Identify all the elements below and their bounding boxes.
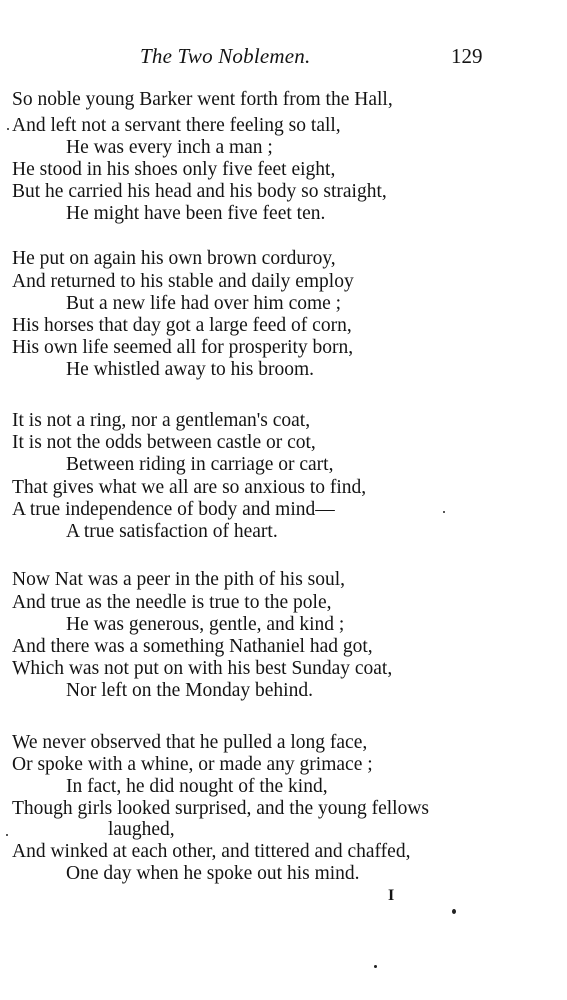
signature-mark: I: [388, 887, 395, 904]
poem-line: He might have been five feet ten.: [66, 203, 326, 224]
poem-line: Between riding in carriage or cart,: [66, 454, 334, 475]
poem-line: Or spoke with a whine, or made any grimace ;: [12, 754, 373, 775]
poem-line: Though girls looked surprised, and the young fellows: [12, 798, 430, 819]
poem-line: But he carried his head and his body so straight,: [12, 181, 387, 202]
ink-speck: [452, 909, 456, 914]
poem-line: It is not the odds between castle or cot,: [12, 432, 316, 453]
poem-line: And left not a servant there feeling so tall,: [12, 115, 341, 136]
poem-line: He stood in his shoes only five feet eight,: [12, 159, 336, 180]
poem-line: A true independence of body and mind—: [12, 499, 335, 520]
poem-line: Nor left on the Monday behind.: [66, 680, 313, 701]
poem-line: And there was a something Nathaniel had got,: [12, 636, 373, 657]
poem-line: Which was not put on with his best Sunday coat,: [12, 658, 393, 679]
poem-line: It is not a ring, nor a gentleman's coat,: [12, 410, 311, 431]
poem-line: In fact, he did nought of the kind,: [66, 776, 328, 797]
poem-line: A true satisfaction of heart.: [66, 521, 278, 542]
ink-speck: [7, 128, 9, 130]
poem-line: We never observed that he pulled a long face,: [12, 732, 368, 753]
poem-line: But a new life had over him come ;: [66, 293, 342, 314]
poem-line: His horses that day got a large feed of corn,: [12, 315, 352, 336]
poem-line: And winked at each other, and tittered and chaffed,: [12, 841, 411, 862]
poem-line: laughed,: [108, 819, 175, 840]
ink-speck: [374, 965, 377, 968]
poem-line: And returned to his stable and daily employ: [12, 271, 354, 292]
poem-line: His own life seemed all for prosperity born,: [12, 337, 354, 358]
poem-line: He put on again his own brown corduroy,: [12, 248, 336, 269]
poem-line: He was every inch a man ;: [66, 137, 273, 158]
page-number: 129: [451, 44, 483, 68]
running-header-title: The Two Noblemen.: [140, 44, 311, 68]
poem-line: One day when he spoke out his mind.: [66, 863, 360, 884]
poem-line: He whistled away to his broom.: [66, 359, 315, 380]
poem-line: So noble young Barker went forth from the Hall,: [12, 89, 393, 110]
poem-line: Now Nat was a peer in the pith of his soul,: [12, 569, 346, 590]
ink-speck: [6, 834, 8, 836]
ink-speck: [443, 511, 445, 513]
poem-line: That gives what we all are so anxious to find,: [12, 477, 367, 498]
poem-line: And true as the needle is true to the pole,: [12, 592, 332, 613]
poem-line: He was generous, gentle, and kind ;: [66, 614, 345, 635]
